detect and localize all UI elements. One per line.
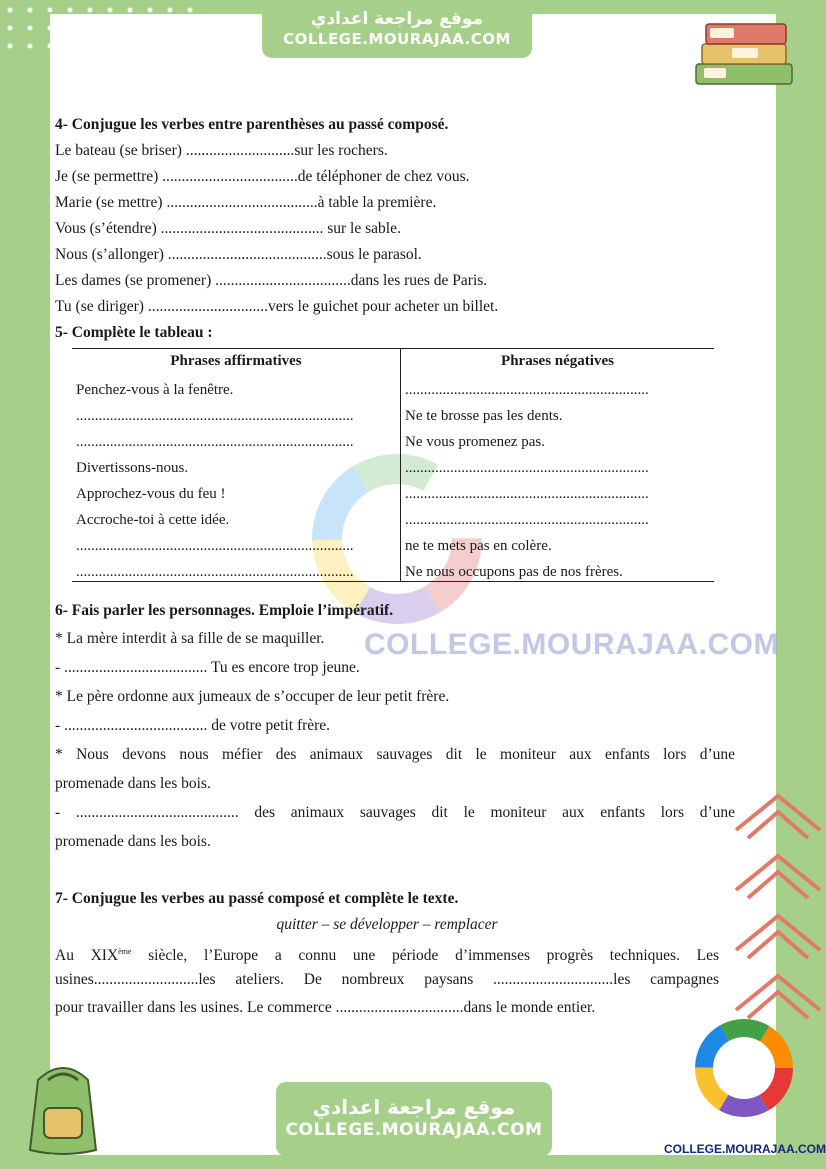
ex6-line: promenade dans les bois. [55,833,211,850]
footer-site-name: موقع مراجعة اعدادي [312,1095,516,1119]
ex5-table [72,348,714,582]
table-cell: Penchez-vous à la fenêtre. [72,373,401,399]
ex7-title: 7- Conjugue les verbes au passé composé et complète le texte. [55,890,459,907]
table-cell: Divertissons-nous. [72,451,401,477]
table-cell: .......................................................................... [72,399,401,425]
ex6-line: promenade dans les bois. [55,775,211,792]
table-cell: .......................................................................... [72,425,401,451]
ex6-line: * La mère interdit à sa fille de se maquiller. [55,630,325,647]
ex6-line: - ..................................... Tu es encore trop jeune. [55,659,360,676]
header-banner[interactable] [262,2,532,58]
ex6-title: 6- Fais parler les personnages. Emploie l’impératif. [55,602,394,619]
ex4-line: Nous (s’allonger) .........................................sous le parasol. [55,246,422,263]
header-site-name: موقع مراجعة اعدادي [310,9,484,29]
table-cell: ................................................................. [405,512,649,528]
table-row [72,425,714,451]
ex4-line: Je (se permettre) ...................................de téléphoner de chez vous. [55,168,470,185]
table-header-negative: Phrases négatives [401,349,715,374]
backpack-icon [8,1050,118,1160]
footer-site-url[interactable]: COLLEGE.MOURAJAA.COM [285,1120,543,1140]
table-row [72,451,714,477]
table-cell: ne te mets pas en colère. [405,538,552,554]
watermark-text: COLLEGE.MOURAJAA.COM [364,628,779,661]
table-row [72,373,714,399]
ex4-line: Tu (se diriger) ...............................vers le guichet pour acheter un billet. [55,298,499,315]
chevron-up-icon [730,790,826,1030]
ex6-line: - .......................................... des animaux sauvages dit le moniteur aux enfants lors d’une [55,804,735,821]
table-header-affirmative: Phrases affirmatives [72,349,401,374]
ex6-line: - ..................................... de votre petit frère. [55,717,331,734]
table-cell: ................................................................. [405,382,649,398]
frame-left [0,0,50,1169]
books-icon [692,10,796,88]
ex4-title: 4- Conjugue les verbes entre parenthèses au passé composé. [55,116,449,133]
ex7-paragraph-line [55,938,719,966]
table-row [72,529,714,555]
ex7-paragraph-line: usines...........................les ateliers. De nombreux paysans ...............................les campagnes [55,971,719,988]
table-cell: ................................................................. [405,486,649,502]
exercise-content [55,112,735,346]
table-cell: Ne nous occupons pas de nos frères. [401,555,715,582]
ex7-paragraph-line: pour travailler dans les usines. Le commerce .................................dans le monde entier. [55,999,596,1016]
footer-banner[interactable] [276,1082,552,1156]
ex6-line: * Le père ordonne aux jumeaux de s’occuper de leur petit frère. [55,688,450,705]
table-row [72,477,714,503]
frame-bottom [0,1155,826,1169]
table-cell: Accroche-toi à cette idée. [72,503,401,529]
table-cell: .......................................................................... [72,555,401,582]
table-cell: ................................................................. [405,460,649,476]
ex7-text: Au XIX [55,947,119,965]
ex6-line: * Nous devons nous méfier des animaux sauvages dit le moniteur aux enfants lors d’une [55,746,735,763]
table-row [72,555,714,582]
ex4-line: Les dames (se promener) ...................................dans les rues de Paris. [55,272,488,289]
exercise-7 [55,886,719,1022]
ex4-line: Le bateau (se briser) ............................sur les rochers. [55,142,388,159]
school-logo-icon [694,1018,794,1118]
ex7-text: siècle, l’Europe a connu une période d’immenses progrès techniques. Les [131,947,719,965]
table-header-row [72,349,714,374]
ex7-verbs: quitter – se développer – remplacer [276,916,498,933]
table-cell: Approchez-vous du feu ! [72,477,401,503]
table-cell: .......................................................................... [72,529,401,555]
ex4-line: Marie (se mettre) .......................................à table la première. [55,194,437,211]
ex5-title: 5- Complète le tableau : [55,324,213,341]
header-site-url[interactable]: COLLEGE.MOURAJAA.COM [283,30,511,48]
table-cell: Ne vous promenez pas. [405,434,545,450]
table-row [72,503,714,529]
table-cell: Ne te brosse pas les dents. [405,408,563,424]
logo-url[interactable]: COLLEGE.MOURAJAA.COM [664,1142,826,1156]
dots-decoration [6,6,206,56]
ex7-superscript: ème [118,947,132,956]
ex4-line: Vous (s’étendre) .......................................... sur le sable. [55,220,401,237]
table-row [72,399,714,425]
